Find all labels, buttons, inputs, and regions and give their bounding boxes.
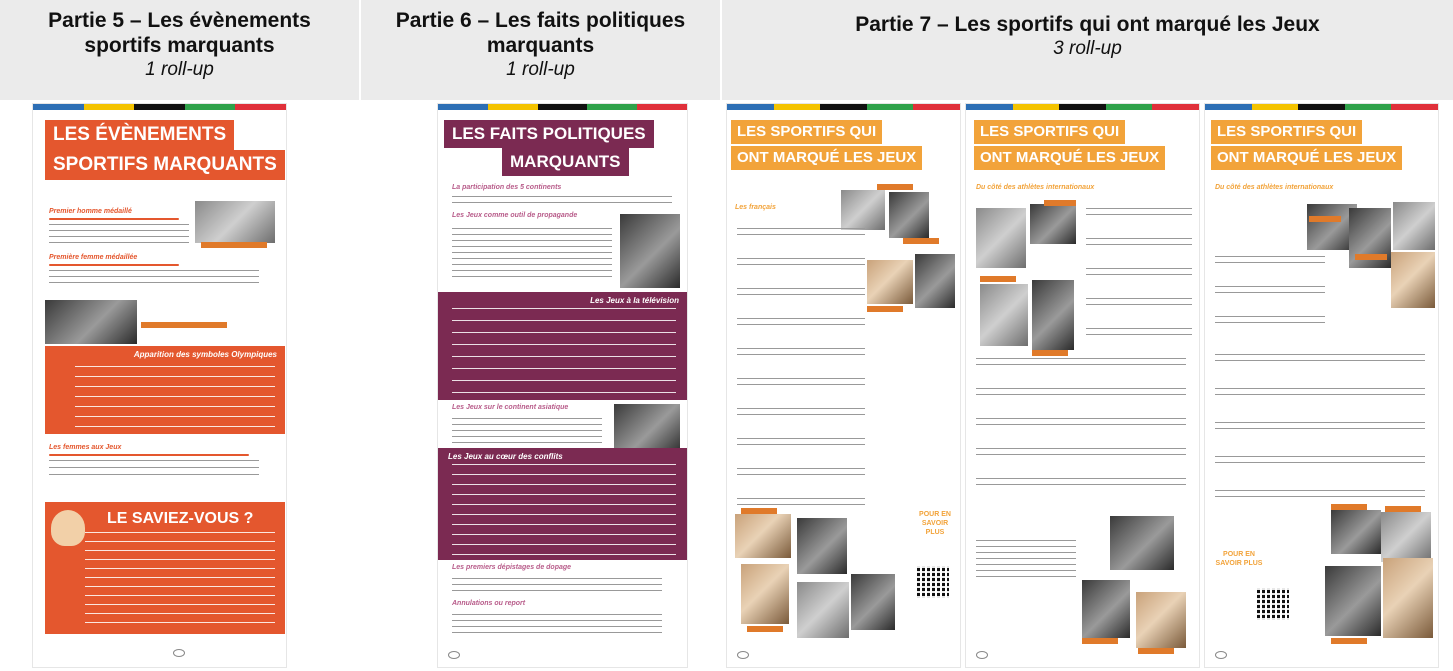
header-part-5 bbox=[0, 0, 359, 100]
poster-title-2 bbox=[502, 148, 629, 176]
body-text bbox=[49, 270, 259, 284]
athletes-list bbox=[1215, 256, 1325, 336]
photo bbox=[45, 300, 137, 344]
rollup-poster-part7-a bbox=[727, 104, 960, 667]
photo bbox=[1391, 252, 1435, 308]
photo bbox=[614, 404, 680, 454]
rollup-poster-part7-b bbox=[966, 104, 1199, 667]
section-heading: Du côté des athlètes internationaux bbox=[1215, 184, 1334, 191]
olympic-color-stripe bbox=[1205, 104, 1438, 110]
photo-caption bbox=[141, 322, 227, 328]
photo bbox=[1331, 510, 1381, 554]
section-heading: Première femme médaillée bbox=[49, 254, 138, 261]
poster-title-line2: MARQUANTS bbox=[510, 152, 621, 171]
section-heading: Premier homme médaillé bbox=[49, 208, 132, 215]
poster-title-2 bbox=[45, 150, 285, 180]
box-title: LE SAVIEZ-VOUS ? bbox=[107, 510, 254, 527]
olympic-color-stripe bbox=[966, 104, 1199, 110]
tv-block bbox=[438, 292, 687, 400]
athletes-list bbox=[1215, 354, 1425, 524]
photo-caption bbox=[1082, 638, 1118, 644]
poster-title-2 bbox=[974, 146, 1165, 170]
poster-title-line1: LES SPORTIFS QUI bbox=[1217, 123, 1357, 140]
learn-more-text: POUR EN SAVOIR PLUS bbox=[919, 511, 951, 536]
photo bbox=[620, 214, 680, 288]
box-lines bbox=[85, 532, 275, 628]
footer-logo bbox=[1215, 651, 1227, 659]
photo-caption bbox=[1385, 506, 1421, 512]
olympic-color-stripe bbox=[33, 104, 286, 110]
header-title-line2: sportifs marquants bbox=[84, 34, 275, 57]
rollup-poster-part5 bbox=[33, 104, 286, 667]
block-lines bbox=[452, 308, 676, 396]
header-part-6 bbox=[361, 0, 720, 100]
photo bbox=[889, 192, 929, 238]
poster-title-line1: LES FAITS POLITIQUES bbox=[452, 124, 646, 143]
poster-title-line2: ONT MARQUÉ LES JEUX bbox=[980, 149, 1160, 166]
athletes-list bbox=[737, 228, 865, 518]
block-title: Les Jeux à la télévision bbox=[590, 296, 679, 305]
photo bbox=[867, 260, 913, 304]
photo-caption bbox=[980, 276, 1016, 282]
photo-caption bbox=[877, 184, 913, 190]
divider bbox=[49, 454, 249, 456]
footer-logo bbox=[737, 651, 749, 659]
photo bbox=[851, 574, 895, 630]
poster-title-line1: LES ÉVÈNEMENTS bbox=[53, 124, 227, 145]
photo bbox=[195, 201, 275, 243]
header-subtitle: 1 roll-up bbox=[145, 59, 214, 80]
photo bbox=[1082, 580, 1130, 638]
divider bbox=[49, 264, 179, 266]
body-text bbox=[452, 228, 612, 280]
photo-caption bbox=[201, 242, 267, 248]
header-title-line1: Partie 6 – Les faits politiques bbox=[395, 9, 686, 32]
photo-caption bbox=[1138, 648, 1174, 654]
header-part-7 bbox=[722, 0, 1453, 100]
poster-title-line2: ONT MARQUÉ LES JEUX bbox=[1217, 149, 1397, 166]
section-heading: Les Jeux comme outil de propagande bbox=[452, 212, 578, 219]
illustration-woman bbox=[51, 510, 85, 546]
photo bbox=[1032, 280, 1074, 350]
block-title: Apparition des symboles Olympiques bbox=[133, 350, 277, 359]
rollup-poster-part7-c bbox=[1205, 104, 1438, 667]
olympic-color-stripe bbox=[438, 104, 687, 110]
athletes-list bbox=[976, 540, 1076, 580]
conflicts-block bbox=[438, 448, 687, 560]
learn-more-text: POUR EN SAVOIR PLUS bbox=[1215, 551, 1263, 567]
photo bbox=[1325, 566, 1381, 636]
footer-logo bbox=[976, 651, 988, 659]
photo bbox=[980, 284, 1028, 346]
photo bbox=[735, 514, 791, 558]
photo bbox=[1381, 512, 1431, 562]
photo bbox=[1136, 592, 1186, 648]
body-text bbox=[452, 196, 672, 208]
poster-title-line1: LES SPORTIFS QUI bbox=[980, 123, 1120, 140]
photo-caption bbox=[1032, 350, 1068, 356]
photo bbox=[1030, 204, 1076, 244]
header-title: Partie 7 – Les sportifs qui ont marqué les Jeux bbox=[855, 13, 1320, 36]
section-heading: La participation des 5 continents bbox=[452, 184, 562, 191]
photo bbox=[797, 582, 849, 638]
poster-title bbox=[974, 120, 1125, 144]
photo bbox=[1393, 202, 1435, 250]
photo-caption bbox=[1309, 216, 1341, 222]
block-title: Les Jeux au cœur des conflits bbox=[448, 452, 563, 461]
photo-caption bbox=[1044, 200, 1076, 206]
header-subtitle: 3 roll-up bbox=[1053, 38, 1122, 59]
photo-caption bbox=[1331, 504, 1367, 510]
footer-logo bbox=[173, 649, 185, 657]
qr-code[interactable] bbox=[1257, 588, 1289, 620]
poster-title-2 bbox=[1211, 146, 1402, 170]
qr-code[interactable] bbox=[917, 566, 949, 598]
section-heading: Les premiers dépistages de dopage bbox=[452, 564, 572, 571]
body-text bbox=[452, 418, 602, 444]
divider bbox=[49, 218, 179, 220]
olympic-color-stripe bbox=[727, 104, 960, 110]
photo bbox=[741, 564, 789, 624]
olympic-symbols-block bbox=[45, 346, 285, 434]
header-subtitle: 1 roll-up bbox=[506, 59, 575, 80]
poster-title bbox=[45, 120, 234, 150]
poster-title-2 bbox=[731, 146, 922, 170]
poster-title bbox=[1211, 120, 1362, 144]
photo-caption bbox=[1355, 254, 1387, 260]
photo bbox=[915, 254, 955, 308]
photo-caption bbox=[903, 238, 939, 244]
poster-title bbox=[444, 120, 654, 148]
section-heading: Annulations ou report bbox=[452, 600, 526, 607]
photo bbox=[1383, 558, 1433, 638]
section-heading: Les femmes aux Jeux bbox=[49, 444, 122, 451]
did-you-know-box bbox=[45, 502, 285, 634]
body-text bbox=[452, 614, 662, 634]
poster-title-line1: LES SPORTIFS QUI bbox=[737, 123, 877, 140]
photo-caption bbox=[867, 306, 903, 312]
poster-title-line2: ONT MARQUÉ LES JEUX bbox=[737, 149, 917, 166]
section-heading: Les français bbox=[735, 204, 776, 211]
athletes-list bbox=[1086, 208, 1192, 348]
header-title-line2: marquants bbox=[486, 34, 595, 57]
section-heading: Les Jeux sur le continent asiatique bbox=[452, 404, 569, 411]
section-heading: Du côté des athlètes internationaux bbox=[976, 184, 1095, 191]
footer-logo bbox=[448, 651, 460, 659]
body-text bbox=[49, 224, 189, 244]
photo bbox=[797, 518, 847, 574]
photo-caption bbox=[1331, 638, 1367, 644]
header-title-line1: Partie 5 – Les évènements bbox=[48, 9, 311, 32]
rollup-poster-part6 bbox=[438, 104, 687, 667]
athletes-list bbox=[976, 358, 1186, 508]
poster-title-line2: SPORTIFS MARQUANTS bbox=[53, 154, 277, 175]
block-lines bbox=[452, 464, 676, 556]
poster-title bbox=[731, 120, 882, 144]
photo bbox=[841, 190, 885, 230]
photo bbox=[1110, 516, 1174, 570]
block-lines bbox=[75, 366, 275, 430]
photo-caption bbox=[741, 508, 777, 514]
photo bbox=[976, 208, 1026, 268]
body-text bbox=[49, 460, 259, 480]
body-text bbox=[452, 578, 662, 592]
photo-caption bbox=[747, 626, 783, 632]
